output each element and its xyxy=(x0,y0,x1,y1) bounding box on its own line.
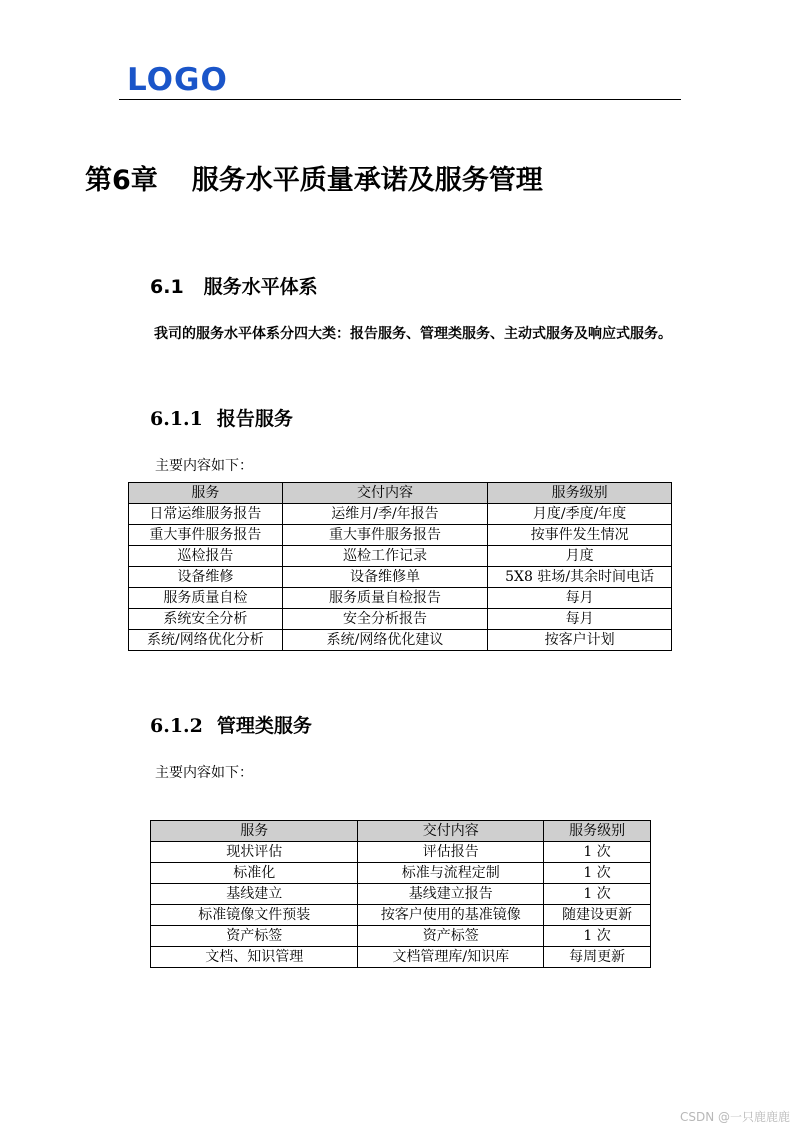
table-cell: 按客户计划 xyxy=(488,630,672,651)
subsection-number: 6.1.1 xyxy=(150,408,203,430)
table-row xyxy=(129,588,672,609)
table-note: 主要内容如下： xyxy=(155,458,253,474)
table-cell: 运维月/季/年报告 xyxy=(282,504,487,525)
table-cell: 文档管理库/知识库 xyxy=(358,947,544,968)
column-header: 服务级别 xyxy=(544,821,651,842)
column-header: 服务 xyxy=(129,483,283,504)
table-cell: 日常运维服务报告 xyxy=(129,504,283,525)
table-row xyxy=(129,525,672,546)
watermark: CSDN @一只鹿鹿鹿 xyxy=(679,1110,790,1124)
table-cell: 随建设更新 xyxy=(544,905,651,926)
table-cell: 标准镜像文件预装 xyxy=(151,905,358,926)
table-cell: 按事件发生情况 xyxy=(488,525,672,546)
section-title xyxy=(150,274,318,300)
table-row xyxy=(129,630,672,651)
chapter-title xyxy=(85,162,543,200)
table-cell: 设备维修 xyxy=(129,567,283,588)
section-number: 6.1 xyxy=(150,276,184,298)
column-header: 交付内容 xyxy=(358,821,544,842)
subsection-title-report xyxy=(150,406,293,432)
subsection-heading: 报告服务 xyxy=(216,408,293,430)
intro-paragraph: 我司的服务水平体系分四大类：报告服务、管理类服务、主动式服务及响应式服务。 xyxy=(154,326,672,342)
table-header-row xyxy=(151,821,651,842)
table-cell: 基线建立 xyxy=(151,884,358,905)
table-cell: 每月 xyxy=(488,588,672,609)
table-cell: 安全分析报告 xyxy=(282,609,487,630)
table-cell: 设备维修单 xyxy=(282,567,487,588)
header-divider xyxy=(119,99,681,100)
table-cell: 标准化 xyxy=(151,863,358,884)
table-row xyxy=(151,926,651,947)
column-header: 服务级别 xyxy=(488,483,672,504)
table-cell: 月度/季度/年度 xyxy=(488,504,672,525)
subsection-number: 6.1.2 xyxy=(150,715,203,737)
table-note: 主要内容如下： xyxy=(155,765,253,781)
subsection-title-management xyxy=(150,713,312,739)
table-row xyxy=(151,905,651,926)
table-cell: 1 次 xyxy=(544,863,651,884)
table-cell: 系统/网络优化分析 xyxy=(129,630,283,651)
table-row xyxy=(151,842,651,863)
table-cell: 文档、知识管理 xyxy=(151,947,358,968)
table-cell: 评估报告 xyxy=(358,842,544,863)
table-cell: 重大事件服务报告 xyxy=(282,525,487,546)
report-services-table xyxy=(128,482,672,651)
column-header: 服务 xyxy=(151,821,358,842)
table-row xyxy=(151,947,651,968)
table-cell: 标准与流程定制 xyxy=(358,863,544,884)
table-cell: 巡检报告 xyxy=(129,546,283,567)
subsection-heading: 管理类服务 xyxy=(216,715,312,737)
chapter-number: 第6章 xyxy=(85,165,158,196)
table-cell: 基线建立报告 xyxy=(358,884,544,905)
table-row xyxy=(129,567,672,588)
section-heading: 服务水平体系 xyxy=(203,276,318,298)
company-logo: LOGO xyxy=(127,62,228,98)
table-cell: 月度 xyxy=(488,546,672,567)
table-cell: 现状评估 xyxy=(151,842,358,863)
table-row xyxy=(151,863,651,884)
table-cell: 服务质量自检报告 xyxy=(282,588,487,609)
table-cell: 1 次 xyxy=(544,926,651,947)
table-cell: 1 次 xyxy=(544,842,651,863)
table-cell: 每月 xyxy=(488,609,672,630)
table-row xyxy=(129,546,672,567)
table-cell: 巡检工作记录 xyxy=(282,546,487,567)
table-row xyxy=(129,504,672,525)
table-cell: 资产标签 xyxy=(358,926,544,947)
table-row xyxy=(151,884,651,905)
table-header-row xyxy=(129,483,672,504)
table-cell: 系统/网络优化建议 xyxy=(282,630,487,651)
table-cell: 资产标签 xyxy=(151,926,358,947)
table-cell: 系统安全分析 xyxy=(129,609,283,630)
table-cell: 每周更新 xyxy=(544,947,651,968)
management-services-table xyxy=(150,820,651,968)
table-cell: 5X8 驻场/其余时间电话 xyxy=(488,567,672,588)
table-cell: 1 次 xyxy=(544,884,651,905)
table-cell: 服务质量自检 xyxy=(129,588,283,609)
chapter-heading: 服务水平质量承诺及服务管理 xyxy=(191,165,543,196)
column-header: 交付内容 xyxy=(282,483,487,504)
table-cell: 重大事件服务报告 xyxy=(129,525,283,546)
table-cell: 按客户使用的基准镜像 xyxy=(358,905,544,926)
table-row xyxy=(129,609,672,630)
